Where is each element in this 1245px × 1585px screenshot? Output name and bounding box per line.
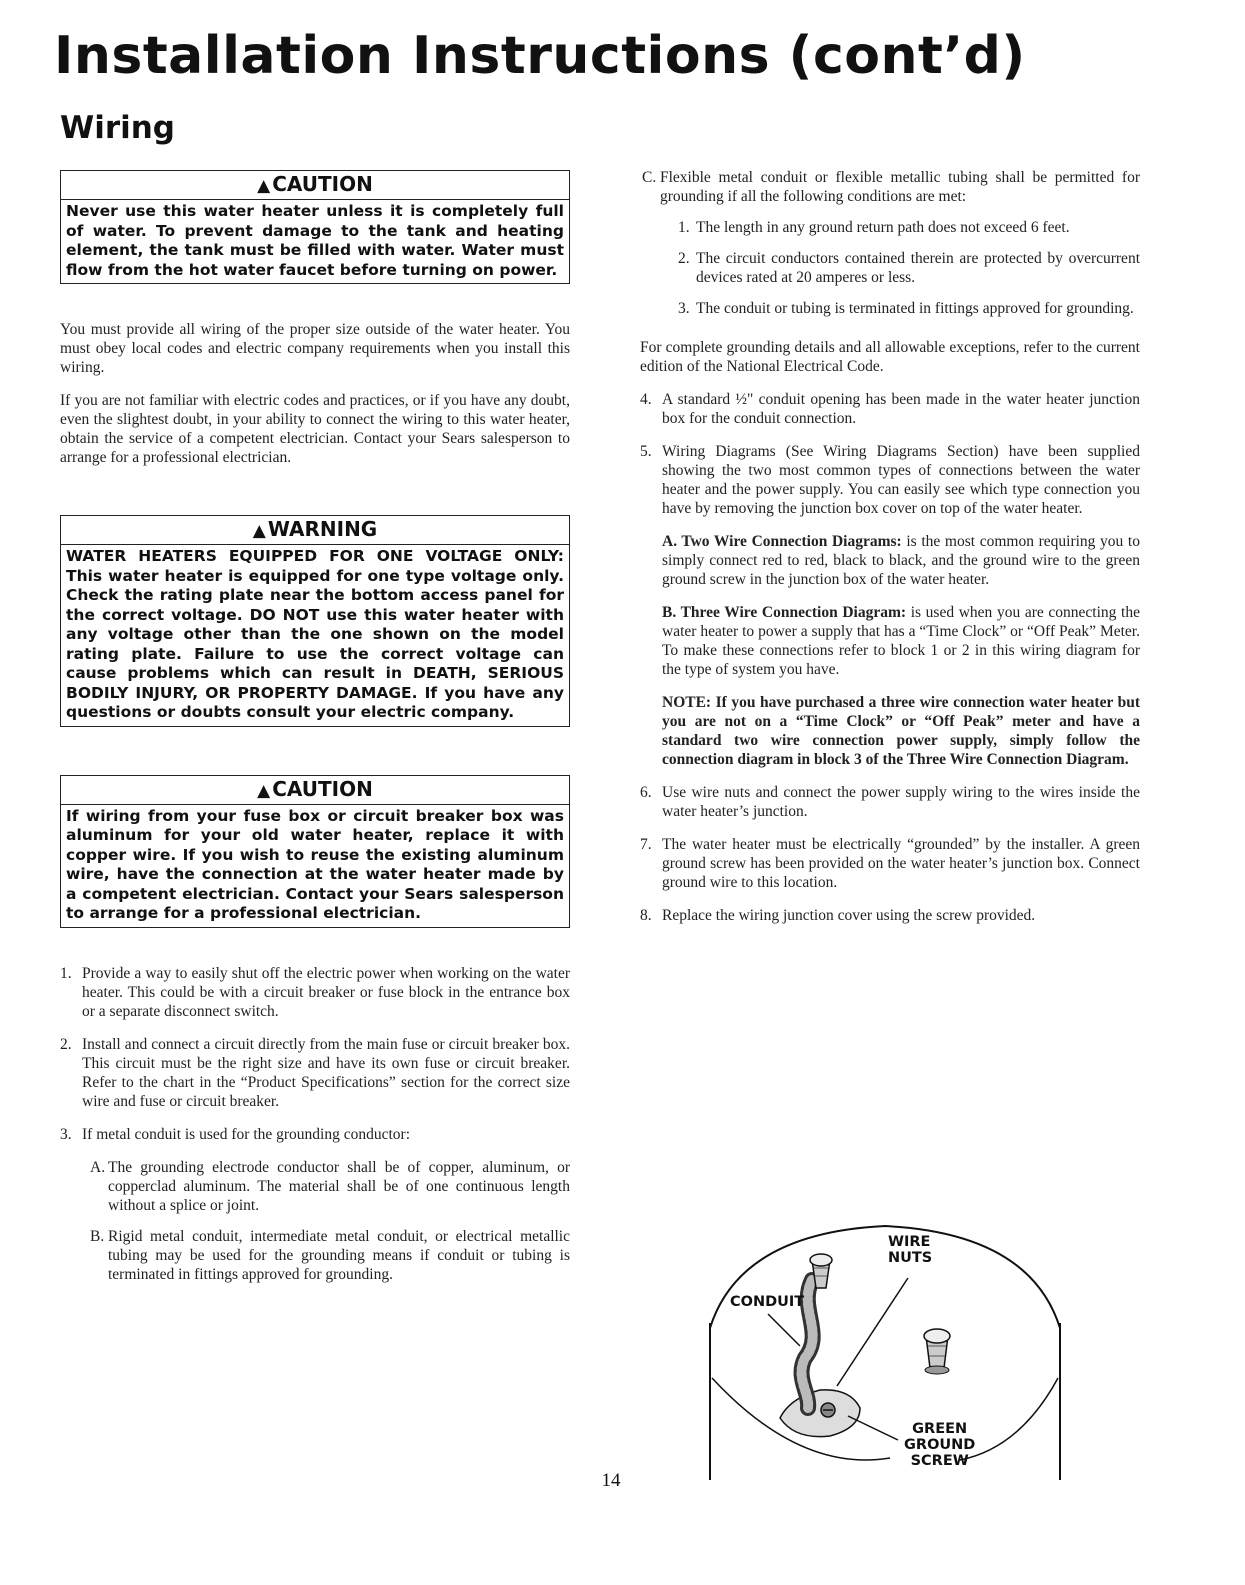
paragraph-grounding: For complete grounding details and all allowable exceptions, refer to the current edition of the National Electrical Code. <box>640 339 1140 375</box>
list-item: 1. Provide a way to easily shut off the electric power when working on the water heater. This could be with a circuit breaker or fuse block in the entrance box or a separate disconnect switch. <box>60 964 570 1020</box>
caution-box-1 <box>60 170 570 284</box>
warning-heading: ▲ WARNING <box>61 516 569 545</box>
wire-nut-icon <box>924 1329 950 1374</box>
caution-box-2 <box>60 775 570 928</box>
page-title: Installation Instructions (cont’d) <box>54 26 1026 86</box>
green-ground-screw-icon <box>821 1403 835 1417</box>
conduit-label: CONDUIT <box>730 1294 805 1310</box>
warning-text: WATER HEATERS EQUIPPED FOR ONE VOLTAGE ONLY: This water heater is equipped for one type voltage only. Check the rating plate near the bottom access panel for the correct voltage. DO NOT use this water heater with any voltage other than the one shown on the model rating plate. Failure to use the correct voltage can cause problems which can result in DEATH, SERIOUS BODILY INJURY, OR PROPERTY DAMAGE. If you have any questions or doubts consult your electric company. <box>66 547 564 721</box>
warning-triangle-icon: ▲ <box>257 176 271 196</box>
list-item: 7. The water heater must be electrically “grounded” by the installer. A green ground screw has been provided on the water heater’s junction box. Connect ground wire to this location. <box>640 836 1140 891</box>
list-item: 3. The conduit or tubing is terminated in fittings approved for grounding. <box>678 300 1134 317</box>
list-item: 5. Wiring Diagrams (See Wiring Diagrams Section) have been supplied showing the two most common types of connections between the water heater and the power supply. You can easily see which type connection you have by removing the junction box cover on top of the water heater. <box>640 443 1140 517</box>
list-item: 2. Install and connect a circuit directly from the main fuse or circuit breaker box. This circuit must be the right size and have its own fuse or circuit breaker. Refer to the chart in the “Product Specifications” section for the correct size wire and fuse or circuit breaker. <box>60 1035 570 1110</box>
section-title-wiring: Wiring <box>60 110 175 146</box>
warning-triangle-icon: ▲ <box>257 780 271 801</box>
water-heater-illustration <box>700 1218 1070 1480</box>
paragraph-electrician: If you are not familiar with electric codes and practices, or if you have any doubt, even the slightest doubt, in your ability to connect the wiring to this water heater, obtain the service of a competent electrician. Contact your Sears salesperson to arrange for a professional electrician. <box>60 392 570 466</box>
left-column <box>60 170 570 1296</box>
list-item: C. Flexible metal conduit or flexible metallic tubing shall be permitted for grounding if all the following conditions are met: <box>642 169 1140 205</box>
caution-text: If wiring from your fuse box or circuit breaker box was aluminum for your old water heater, replace it with copper wire. If you wish to reuse the existing aluminum wire, have the connection at the water heater made by a competent electrician. Contact your Sears salesperson to arrange for a professional electrician. <box>66 806 564 922</box>
warning-box <box>60 515 570 727</box>
list-item: 2. The circuit conductors contained therein are protected by overcurrent devices rated at 20 amperes or less. <box>678 250 1140 286</box>
right-column <box>640 168 1140 939</box>
list-item: 3. If metal conduit is used for the grounding conductor: <box>60 1125 411 1143</box>
caution-heading: ▲ CAUTION <box>61 776 569 805</box>
caution-heading: ▲ CAUTION <box>61 171 569 200</box>
water-heater-top-illustration <box>700 1218 1070 1480</box>
list-item: 1. The length in any ground return path does not exceed 6 feet. <box>678 219 1070 236</box>
green-ground-screw-label: GREEN GROUND SCREW <box>904 1421 976 1469</box>
page-number: 14 <box>601 1470 621 1491</box>
list-item: A. The grounding electrode conductor shall be of copper, aluminum, or copperclad aluminum. The material shall be of one continuous length without a splice or joint. <box>90 1158 570 1214</box>
list-item: 4. A standard ½" conduit opening has been made in the water heater junction box for the conduit connection. <box>640 391 1140 427</box>
warning-triangle-icon: ▲ <box>252 521 266 541</box>
note-paragraph: NOTE: If you have purchased a three wire connection water heater but you are not on a “Time Clock” or “Off Peak” meter and have a standard two wire connection power supply, simply follow the connection diagram in block 3 of the Three Wire Connection Diagram. <box>662 694 1140 768</box>
three-wire-paragraph: B. Three Wire Connection Diagram: is used when you are connecting the water heater to power a supply that has a “Time Clock” or “Off Peak” Meter. To make these connections refer to block 1 or 2 in this wiring diagram for the type of system you have. <box>662 604 1140 678</box>
list-item: B. Rigid metal conduit, intermediate metal conduit, or electrical metallic tubing may be used for the grounding means if conduit or tubing is terminated in fittings approved for grounding. <box>90 1227 570 1283</box>
list-item: 8. Replace the wiring junction cover using the screw provided. <box>640 907 1036 924</box>
two-wire-paragraph: A. Two Wire Connection Diagrams: is the most common requiring you to simply connect red to red, black to black, and the ground wire to the green ground screw in the junction box of the water heater. <box>662 533 1140 588</box>
paragraph-wiring-size: You must provide all wiring of the proper size outside of the water heater. You must obey local codes and electric company requirements when you install this wiring. <box>60 321 570 376</box>
wire-nuts-label: WIRE NUTS <box>888 1234 933 1266</box>
caution-text: Never use this water heater unless it is completely full of water. To prevent damage to the tank and heating element, the tank must be filled with water. Water must flow from the hot water faucet before turning on power. <box>66 202 564 279</box>
list-item: 6. Use wire nuts and connect the power supply wiring to the wires inside the water heater’s junction. <box>640 784 1140 820</box>
